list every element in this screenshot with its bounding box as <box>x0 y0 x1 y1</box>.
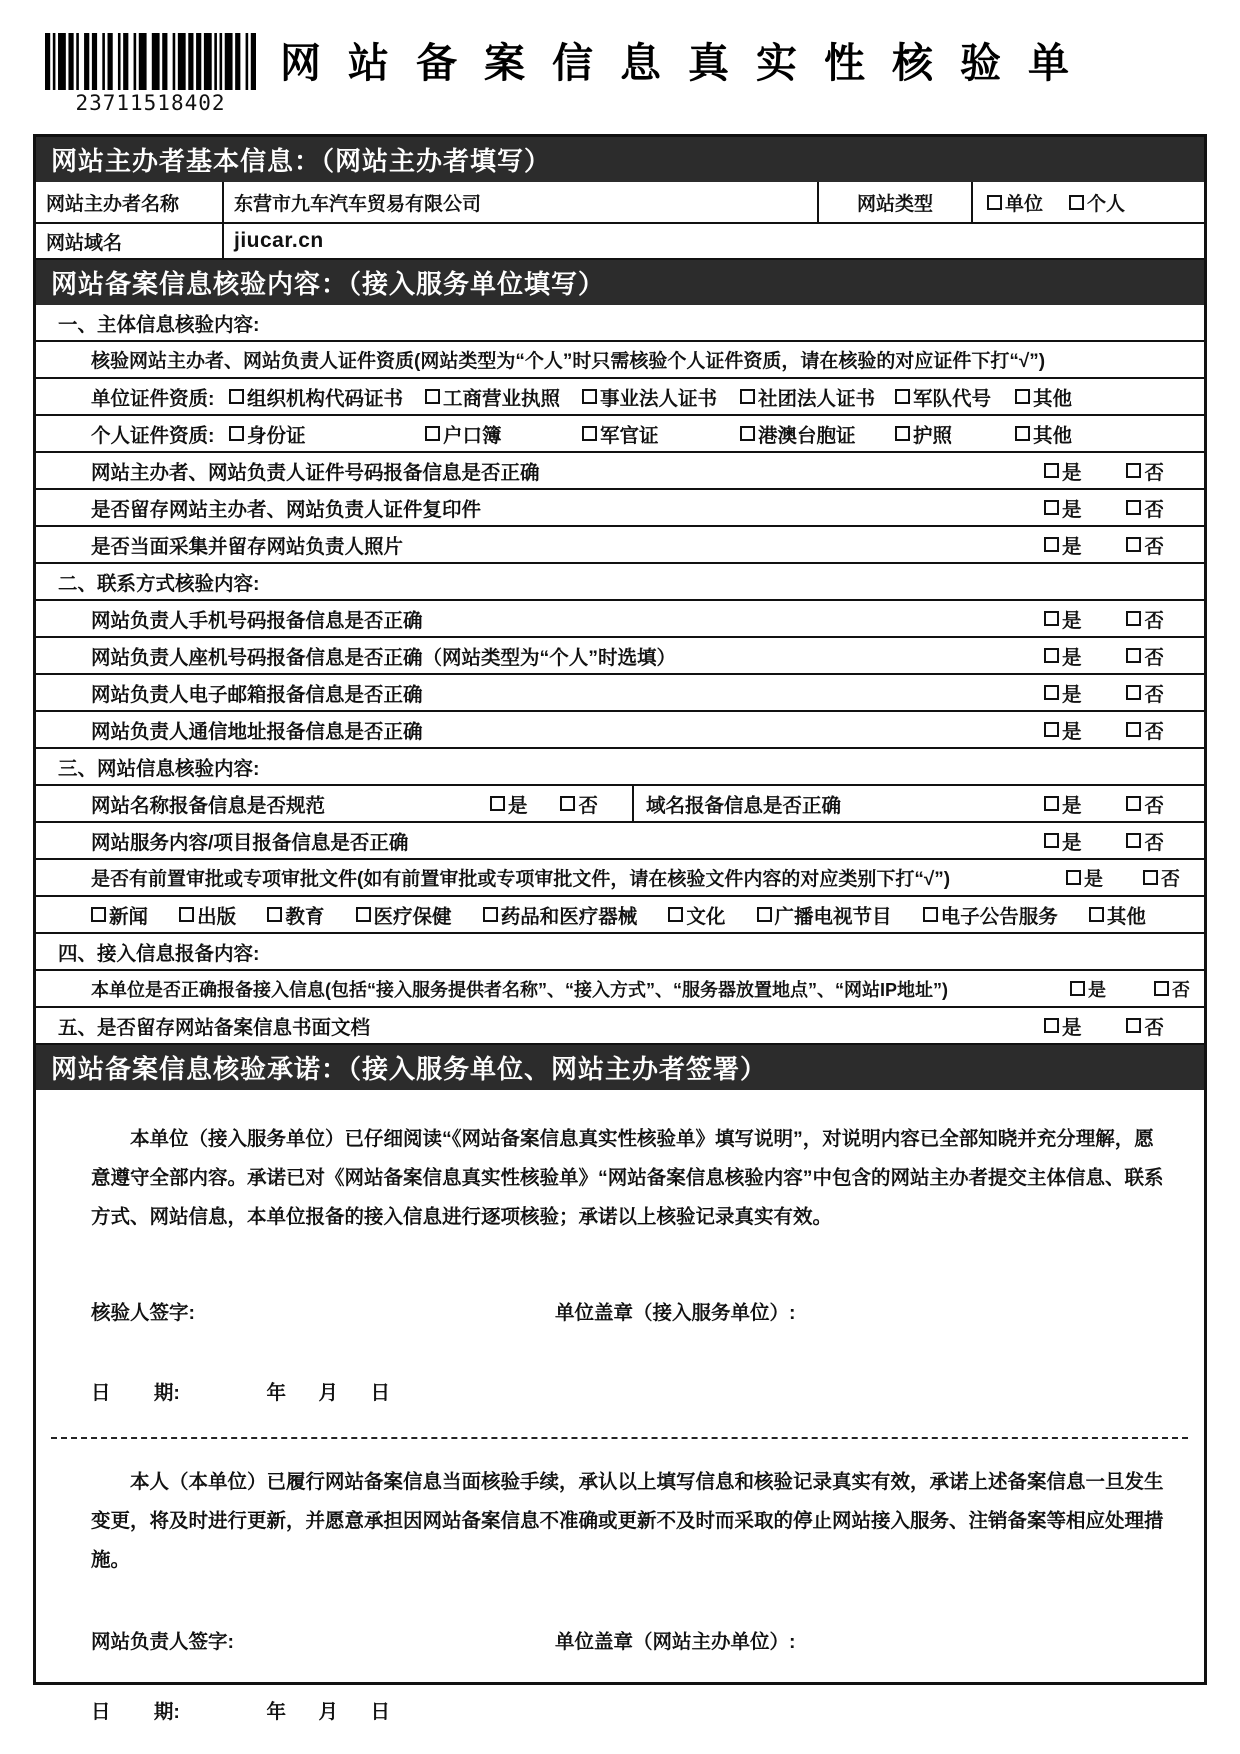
unit-cert-option[interactable]: 事业法人证书 <box>582 383 740 411</box>
unit-cert-option[interactable]: 社团法人证书 <box>740 383 895 411</box>
yes-option[interactable] <box>1044 642 1082 670</box>
checkbox-no-icon[interactable] <box>1126 463 1141 478</box>
personal-cert-option[interactable]: 军官证 <box>582 420 740 448</box>
question-text: 网站负责人座机号码报备信息是否正确（网站类型为“个人”时选填） <box>91 646 677 669</box>
row-organizer-name <box>36 182 1204 224</box>
question-text: 网站负责人电子邮箱报备信息是否正确 <box>91 683 423 706</box>
yes-label: 是 <box>1062 683 1082 706</box>
personal-cert-option[interactable]: 港澳台胞证 <box>740 420 895 448</box>
personal-cert-option[interactable]: 身份证 <box>229 420 425 448</box>
row-personal-cert <box>36 416 1204 453</box>
yes-option[interactable] <box>1044 827 1082 855</box>
yes-no-group <box>1044 679 1164 707</box>
yes-no-group <box>1044 494 1164 522</box>
no-option[interactable] <box>1126 605 1164 633</box>
part1-title: 一、主体信息核验内容: <box>58 313 260 336</box>
row-unit-cert <box>36 379 1204 416</box>
no-label: 否 <box>1144 1016 1164 1039</box>
question-text: 本单位是否正确报备接入信息(包括“接入服务提供者名称”、“接入方式”、“服务器放置地点”、“网站IP地址”) <box>91 979 948 1000</box>
row-cert-number-correct <box>36 453 1204 490</box>
personal-cert-option[interactable]: 户口簿 <box>425 420 582 448</box>
part4-title: 四、接入信息报备内容: <box>58 942 260 965</box>
checkbox-no-icon[interactable] <box>1143 870 1158 885</box>
checkbox-pharma-icon[interactable] <box>483 907 498 922</box>
question-text: 网站主办者、网站负责人证件号码报备信息是否正确 <box>91 461 540 484</box>
no-label: 否 <box>1172 979 1190 1000</box>
section-header-verify-content: 网站备案信息核验内容：（接入服务单位填写） <box>36 260 1204 305</box>
question-text: 是否当面采集并留存网站负责人照片 <box>91 535 404 558</box>
category-option[interactable]: 教育 <box>267 901 324 929</box>
unit-cert-option[interactable]: 其他 <box>1015 383 1204 411</box>
no-option[interactable] <box>1126 827 1164 855</box>
question-text: 网站负责人手机号码报备信息是否正确 <box>91 609 423 632</box>
no-label: 否 <box>1144 683 1164 706</box>
checkbox-bbs-icon[interactable] <box>923 907 938 922</box>
yes-option[interactable] <box>1044 1012 1082 1040</box>
section-header-owner-info: 网站主办者基本信息：（网站主办者填写） <box>36 137 1204 182</box>
row-email-correct <box>36 675 1204 712</box>
row-cert-copy-kept <box>36 490 1204 527</box>
checkbox-yes-icon[interactable] <box>1044 833 1059 848</box>
checkbox-education-icon[interactable] <box>267 907 282 922</box>
no-option[interactable] <box>1154 976 1190 1002</box>
checkbox-org-code-icon[interactable] <box>229 389 244 404</box>
owner-signature-label[interactable]: 网站负责人签字: <box>91 1631 234 1653</box>
yes-label: 是 <box>1062 609 1082 632</box>
no-label: 否 <box>1144 498 1164 521</box>
row-cert-note <box>36 342 1204 379</box>
yes-label: 是 <box>1062 794 1082 817</box>
unit-cert-option[interactable]: 组织机构代码证书 <box>229 383 425 411</box>
row-service-correct <box>36 823 1204 860</box>
question-text: 域名报备信息是否正确 <box>646 794 842 817</box>
domain-value[interactable]: jiucar.cn <box>222 224 1204 258</box>
yes-no-group <box>1044 716 1164 744</box>
promise-paragraph-owner: 本人（本单位）已履行网站备案信息当面核验手续，承认以上填写信息和核验记录真实有效，承诺上述备案信息一旦发生变更，将及时进行更新，并愿意承担因网站备案信息不准确或更新不及时而采取的停止网站接入服务、注销备案等相应处理措施。 <box>91 1471 1164 1571</box>
checkbox-personal-icon[interactable] <box>1069 195 1084 210</box>
row-address-correct <box>36 712 1204 749</box>
personal-cert-label: 个人证件资质: <box>91 424 215 447</box>
checkbox-yes-icon[interactable] <box>1070 981 1085 996</box>
yes-no-group <box>1044 457 1164 485</box>
question-text: 网站负责人通信地址报备信息是否正确 <box>91 720 423 743</box>
checkbox-yes-icon[interactable] <box>1044 648 1059 663</box>
checkbox-personal-other-icon[interactable] <box>1015 426 1030 441</box>
yes-no-group <box>490 790 598 818</box>
site-name-question <box>36 786 634 821</box>
yes-label: 是 <box>1084 869 1104 890</box>
yes-option[interactable] <box>1070 976 1106 1002</box>
checkbox-unit-icon[interactable] <box>987 195 1002 210</box>
masthead <box>0 0 1240 134</box>
no-label: 否 <box>1144 461 1164 484</box>
date-line-owner[interactable]: 日 期: 年 月 日 <box>91 1701 391 1723</box>
checkbox-yes-icon[interactable] <box>1044 722 1059 737</box>
no-label: 否 <box>1144 535 1164 558</box>
row-mobile-correct <box>36 601 1204 638</box>
yes-label: 是 <box>1062 646 1082 669</box>
yes-option[interactable] <box>1044 790 1082 818</box>
yes-option[interactable] <box>1044 605 1082 633</box>
category-option[interactable]: 电子公告服务 <box>923 901 1058 929</box>
no-label: 否 <box>1144 794 1164 817</box>
checkbox-no-icon[interactable] <box>1126 611 1141 626</box>
part3-title: 三、网站信息核验内容: <box>58 757 260 780</box>
cert-note-text: 核验网站主办者、网站负责人证件资质(网站类型为“个人”时只需核验个人证件资质，请在核验的对应证件下打“√”) <box>91 351 1046 372</box>
yes-no-group <box>1044 605 1164 633</box>
checkbox-no-icon[interactable] <box>1126 648 1141 663</box>
section-header-promise: 网站备案信息核验承诺：（接入服务单位、网站主办者签署） <box>36 1045 1204 1090</box>
checkbox-publishing-icon[interactable] <box>179 907 194 922</box>
checkbox-no-icon[interactable] <box>1126 1018 1141 1033</box>
owner-stamp-label[interactable]: 单位盖章（网站主办单位）: <box>555 1631 796 1653</box>
row-access-info-correct <box>36 971 1204 1008</box>
no-option[interactable] <box>1126 457 1164 485</box>
checkbox-yes-icon[interactable] <box>1044 500 1059 515</box>
no-label: 否 <box>1144 646 1164 669</box>
no-option[interactable] <box>1126 494 1164 522</box>
question-text: 网站服务内容/项目报备信息是否正确 <box>91 831 409 854</box>
personal-cert-option[interactable]: 其他 <box>1015 420 1204 448</box>
question-text: 网站名称报备信息是否规范 <box>91 794 326 817</box>
category-option[interactable]: 广播电视节目 <box>757 901 892 929</box>
row-site-name-and-domain <box>36 786 1204 823</box>
checkbox-no-icon[interactable] <box>1126 796 1141 811</box>
no-option[interactable] <box>1126 642 1164 670</box>
checkbox-news-icon[interactable] <box>91 907 106 922</box>
checkbox-yes-icon[interactable] <box>490 796 505 811</box>
site-type-unit-label: 单位 <box>1005 193 1044 215</box>
category-option[interactable]: 医疗保健 <box>356 901 452 929</box>
no-option[interactable] <box>1126 1012 1164 1040</box>
unit-cert-option[interactable]: 工商营业执照 <box>425 383 582 411</box>
checkbox-broadcast-icon[interactable] <box>757 907 772 922</box>
checkbox-id-card-icon[interactable] <box>229 426 244 441</box>
verifier-signature-label[interactable]: 核验人签字: <box>91 1302 195 1324</box>
checkbox-no-icon[interactable] <box>1126 537 1141 552</box>
category-option[interactable]: 文化 <box>668 901 725 929</box>
no-option[interactable] <box>1126 716 1164 744</box>
unit-cert-option[interactable]: 军队代号 <box>895 383 1015 411</box>
yes-label: 是 <box>1062 1016 1082 1039</box>
row-part2-title <box>36 564 1204 601</box>
row-landline-correct <box>36 638 1204 675</box>
checkbox-military-code-icon[interactable] <box>895 389 910 404</box>
yes-option[interactable] <box>1044 494 1082 522</box>
organizer-name-value[interactable]: 东营市九车汽车贸易有限公司 <box>222 182 817 222</box>
yes-option[interactable] <box>1066 864 1103 891</box>
yes-option[interactable] <box>490 790 528 818</box>
no-label: 否 <box>1144 720 1164 743</box>
checkbox-no-icon[interactable] <box>1126 722 1141 737</box>
question-text: 是否留存网站主办者、网站负责人证件复印件 <box>91 498 482 521</box>
signature-row-owner <box>91 1626 1164 1654</box>
checkbox-officer-cert-icon[interactable] <box>582 426 597 441</box>
organizer-name-label: 网站主办者名称 <box>46 193 180 215</box>
no-label: 否 <box>578 794 598 817</box>
category-option[interactable]: 新闻 <box>91 901 148 929</box>
checkbox-no-icon[interactable] <box>1126 833 1141 848</box>
row-part4-title <box>36 934 1204 971</box>
yes-no-group <box>1044 790 1164 818</box>
yes-no-group <box>1044 1012 1164 1040</box>
category-option[interactable]: 出版 <box>179 901 236 929</box>
row-photo-collected <box>36 527 1204 564</box>
yes-no-group <box>1066 864 1180 891</box>
checkbox-no-icon[interactable] <box>1126 685 1141 700</box>
checkbox-yes-icon[interactable] <box>1044 611 1059 626</box>
no-label: 否 <box>1144 831 1164 854</box>
no-option[interactable] <box>560 790 598 818</box>
site-type-options <box>971 182 1204 222</box>
form-table <box>33 134 1207 1723</box>
row-part1-title <box>36 305 1204 342</box>
checkbox-business-license-icon[interactable] <box>425 389 440 404</box>
yes-label: 是 <box>1062 461 1082 484</box>
yes-label: 是 <box>1088 979 1106 1000</box>
checkbox-no-icon[interactable] <box>1126 500 1141 515</box>
site-type-personal-option[interactable] <box>1069 189 1125 216</box>
isp-stamp-label[interactable]: 单位盖章（接入服务单位）: <box>555 1302 796 1324</box>
row-part5-title <box>36 1008 1204 1045</box>
no-option[interactable] <box>1126 679 1164 707</box>
part5-title: 五、是否留存网站备案信息书面文档 <box>58 1016 371 1039</box>
yes-no-group <box>1044 642 1164 670</box>
category-option[interactable]: 药品和医疗器械 <box>483 901 638 929</box>
no-label: 否 <box>1144 609 1164 632</box>
checkbox-household-icon[interactable] <box>425 426 440 441</box>
checkbox-unit-other-icon[interactable] <box>1015 389 1030 404</box>
checkbox-yes-icon[interactable] <box>1044 537 1059 552</box>
checkbox-yes-icon[interactable] <box>1044 796 1059 811</box>
yes-label: 是 <box>1062 535 1082 558</box>
row-domain <box>36 224 1204 260</box>
barcode-number: 23711518402 <box>75 91 226 115</box>
checkbox-yes-icon[interactable] <box>1066 870 1081 885</box>
yes-label: 是 <box>508 794 528 817</box>
signature-row-verifier <box>91 1297 1164 1325</box>
checkbox-no-icon[interactable] <box>1154 981 1169 996</box>
checkbox-institution-cert-icon[interactable] <box>582 389 597 404</box>
site-type-unit-option[interactable] <box>987 189 1043 216</box>
no-option[interactable] <box>1126 531 1164 559</box>
promise-box <box>36 1090 1204 1723</box>
domain-info-question <box>634 786 1204 821</box>
yes-option[interactable] <box>1044 716 1082 744</box>
yes-option[interactable] <box>1044 457 1082 485</box>
yes-label: 是 <box>1062 498 1082 521</box>
category-option[interactable]: 其他 <box>1089 901 1146 929</box>
personal-cert-option[interactable]: 护照 <box>895 420 1015 448</box>
dashed-divider <box>51 1437 1188 1439</box>
no-option[interactable] <box>1126 790 1164 818</box>
no-option[interactable] <box>1143 864 1180 891</box>
barcode-icon <box>45 33 256 90</box>
checkbox-hk-macao-tw-icon[interactable] <box>740 426 755 441</box>
yes-no-group <box>1070 976 1190 1002</box>
date-line-isp[interactable]: 日 期: 年 月 日 <box>91 1382 391 1404</box>
checkbox-passport-icon[interactable] <box>895 426 910 441</box>
checkbox-association-cert-icon[interactable] <box>740 389 755 404</box>
yes-no-group <box>1044 531 1164 559</box>
site-type-label: 网站类型 <box>817 182 971 222</box>
checkbox-category-other-icon[interactable] <box>1089 907 1104 922</box>
no-label: 否 <box>1160 869 1180 890</box>
question-text: 是否有前置审批或专项审批文件(如有前置审批或专项审批文件，请在核验文件内容的对应类别下打“√”) <box>91 869 951 890</box>
checkbox-no-icon[interactable] <box>560 796 575 811</box>
checkbox-yes-icon[interactable] <box>1044 463 1059 478</box>
site-type-personal-label: 个人 <box>1087 193 1126 215</box>
yes-option[interactable] <box>1044 531 1082 559</box>
promise-paragraph-isp: 本单位（接入服务单位）已仔细阅读“《网站备案信息真实性核验单》填写说明”，对说明内容已全部知晓并充分理解，愿意遵守全部内容。承诺已对《网站备案信息真实性核验单》“网站备案信息核验内容”中包含的网站主办者提交主体信息、联系方式、网站信息，本单位报备的接入信息进行逐项核验；承诺以上核验记录真实有效。 <box>91 1128 1164 1228</box>
domain-label: 网站域名 <box>46 232 123 254</box>
checkbox-yes-icon[interactable] <box>1044 1018 1059 1033</box>
checkbox-culture-icon[interactable] <box>668 907 683 922</box>
yes-label: 是 <box>1062 831 1082 854</box>
page-title: 网站备案信息真实性核验单 <box>280 40 1096 86</box>
checkbox-yes-icon[interactable] <box>1044 685 1059 700</box>
row-preapproval <box>36 860 1204 897</box>
checkbox-healthcare-icon[interactable] <box>356 907 371 922</box>
yes-no-group <box>1044 827 1164 855</box>
yes-option[interactable] <box>1044 679 1082 707</box>
row-approval-categories <box>36 897 1204 934</box>
unit-cert-label: 单位证件资质: <box>91 387 215 410</box>
row-part3-title <box>36 749 1204 786</box>
part2-title: 二、联系方式核验内容: <box>58 572 260 595</box>
yes-label: 是 <box>1062 720 1082 743</box>
